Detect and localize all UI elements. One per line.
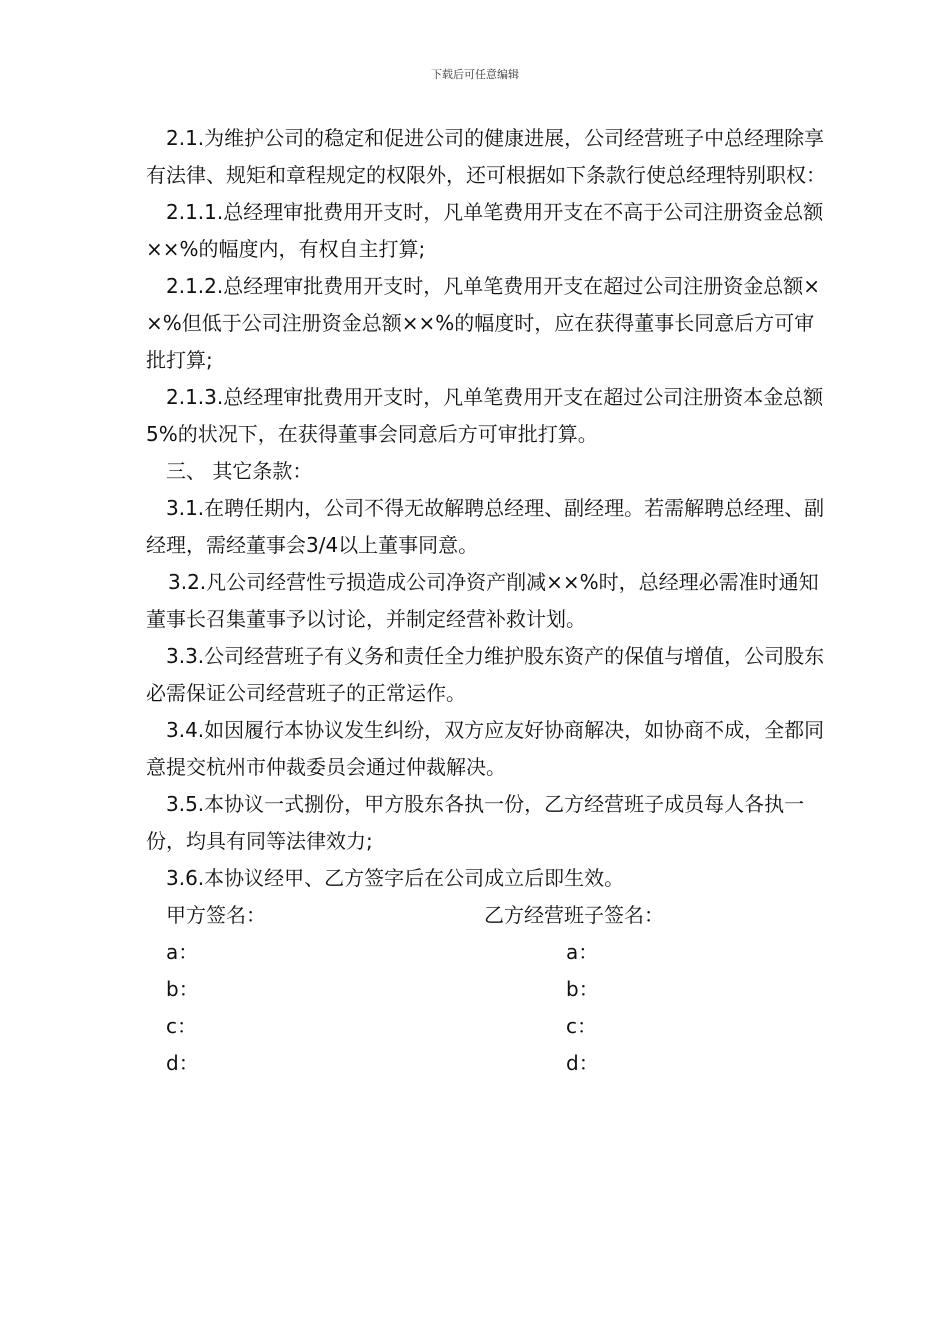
document-body: [146, 120, 826, 1082]
party-a-signature-title: 甲方签名：: [166, 903, 266, 927]
clause-2-1-3: 2.1.3.总经理审批费用开支时，凡单笔费用开支在超过公司注册资本金总额5%的状况下，在获得董事会同意后方可审批打算。: [146, 385, 824, 446]
party-b-signer-a: a：: [566, 940, 599, 964]
clause-2-1-2: 2.1.2.总经理审批费用开支时，凡单笔费用开支在超过公司注册资金总额××%但低于公司注册资金总额××%的幅度时，应在获得董事长同意后方可审批打算;: [146, 274, 821, 372]
clause-3-4: 3.4.如因履行本协议发生纠纷，双方应友好协商解决，如协商不成，全都同意提交杭州市仲裁委员会通过仲裁解决。: [146, 718, 825, 779]
clause-2-1-1: 2.1.1.总经理审批费用开支时，凡单笔费用开支在不高于公司注册资金总额××%的幅度内，有权自主打算;: [146, 200, 824, 261]
signature-line: [146, 1008, 826, 1045]
party-b-signature-title: 乙方经营班子签名：: [484, 903, 664, 927]
party-b-signer-c: c：: [566, 1014, 597, 1038]
clause-3-3: 3.3.公司经营班子有义务和责任全力维护股东资产的保值与增值，公司股东必需保证公司经营班子的正常运作。: [146, 644, 825, 705]
clause-3-5: 3.5.本协议一式捌份，甲方股东各执一份，乙方经营班子成员每人各执一份，均具有同等法律效力;: [146, 792, 805, 853]
party-a-signer-c: c：: [166, 1014, 197, 1038]
clause-3-1: 3.1.在聘任期内，公司不得无故解聘总经理、副经理。若需解聘总经理、副经理，需经董事会3/4以上董事同意。: [146, 496, 825, 557]
signature-titles: [146, 897, 826, 934]
party-a-signer-a: a：: [166, 940, 199, 964]
section-3-heading: 三、 其它条款：: [166, 459, 313, 483]
signature-line: [146, 1045, 826, 1082]
party-b-signer-b: b：: [566, 977, 599, 1001]
party-a-signer-b: b：: [166, 977, 199, 1001]
clause-2-1: 2.1.为维护公司的稳定和促进公司的健康进展，公司经营班子中总经理除享有法律、规矩和章程规定的权限外，还可根据如下条款行使总经理特别职权：: [146, 126, 826, 187]
party-b-signer-d: d：: [566, 1051, 599, 1075]
party-a-signer-d: d：: [166, 1051, 199, 1075]
clause-3-2: 3.2.凡公司经营性亏损造成公司净资产削减××%时，总经理必需准时通知董事长召集董事予以讨论，并制定经营补救计划。: [146, 570, 819, 631]
signature-line: [146, 971, 826, 1008]
clause-3-6: 3.6.本协议经甲、乙方签字后在公司成立后即生效。: [166, 866, 625, 890]
signature-line: [146, 934, 826, 971]
page-header: 下载后可任意编辑: [431, 68, 519, 81]
